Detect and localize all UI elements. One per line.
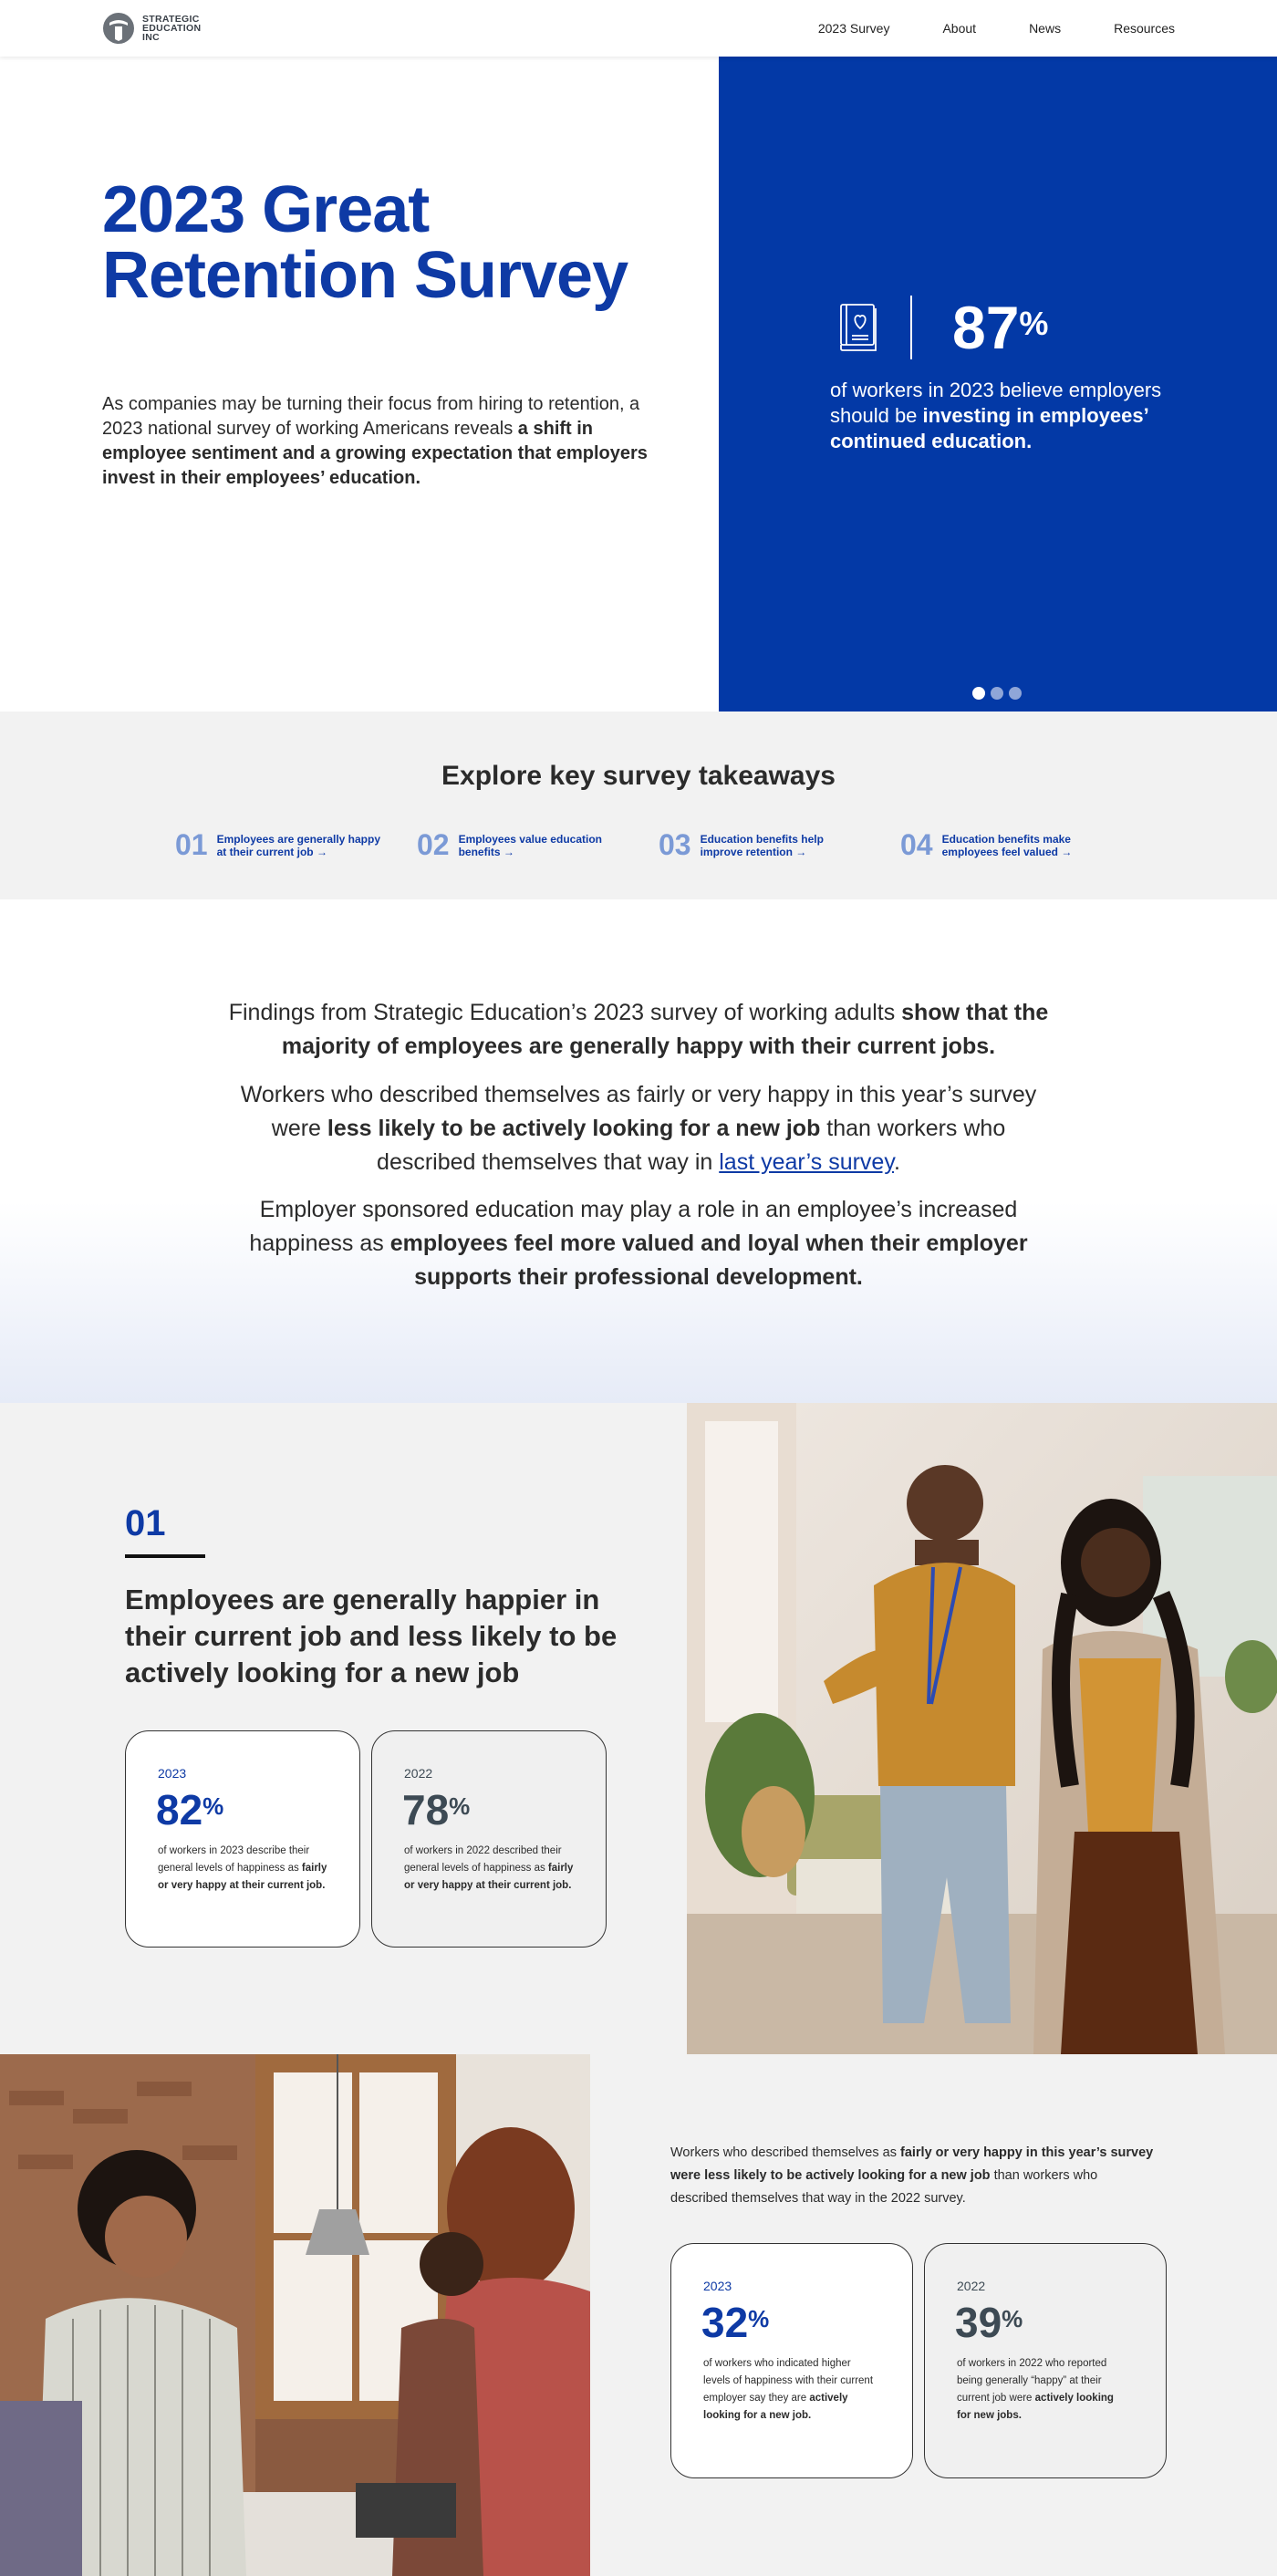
takeaway-number: 02 xyxy=(417,828,450,861)
takeaways-title: Explore key survey takeaways xyxy=(441,761,836,791)
section-text-plain: than workers who described themselves that way in the 2022 survey. xyxy=(670,2168,1098,2206)
finding-text: . xyxy=(893,1149,900,1175)
finding-paragraph-1 xyxy=(228,996,1049,1064)
takeaways-list xyxy=(175,828,1142,862)
section-underline xyxy=(125,1554,205,1558)
takeaway-link-04[interactable] xyxy=(900,828,1142,862)
stat-unit: % xyxy=(1019,305,1049,342)
card-year: 2022 xyxy=(957,2279,986,2293)
card-text: of workers in 2023 describe their general levels of happiness as xyxy=(158,1845,310,1874)
card-percentage xyxy=(402,1786,470,1833)
section-text xyxy=(670,2142,1154,2210)
takeaway-label: Employees are generally happy at their current job → xyxy=(216,832,381,858)
logo-mark-icon xyxy=(102,12,135,45)
book-heart-icon xyxy=(837,303,879,352)
carousel-dot-1[interactable] xyxy=(972,687,985,700)
takeaway-label: Education benefits help improve retention → xyxy=(700,832,824,858)
card-unit: % xyxy=(449,1792,471,1820)
card-bold: actively looking for new jobs. xyxy=(957,2393,1114,2421)
hero-description-bold: a shift in employee sentiment and a growing expectation that employers invest in their employees’ education. xyxy=(102,419,648,488)
section-01-continued xyxy=(590,2054,1277,2576)
stat-description-bold: investing in employees’ continued education. xyxy=(830,404,1148,452)
top-navigation xyxy=(0,0,1277,57)
logo-line: STRATEGIC xyxy=(142,14,200,25)
nav-link-news[interactable]: News xyxy=(1029,21,1062,36)
logo-line: EDUCATION xyxy=(142,23,202,34)
card-value: 78 xyxy=(402,1786,450,1833)
card-text: of workers who indicated higher levels of happiness with their current employer say they are xyxy=(703,2358,874,2404)
takeaways-section xyxy=(0,712,1277,899)
stat-value: 87 xyxy=(952,294,1020,361)
card-unit: % xyxy=(1002,2305,1023,2332)
hero-intro xyxy=(0,57,719,712)
takeaway-number: 01 xyxy=(175,828,208,861)
takeaway-number: 04 xyxy=(900,828,933,861)
carousel-dot-2[interactable] xyxy=(991,687,1003,700)
card-year: 2023 xyxy=(703,2279,732,2293)
photo-team-meeting xyxy=(0,2054,590,2576)
logo-line: INC xyxy=(142,32,160,43)
stat-description xyxy=(830,378,1195,454)
finding-paragraph-3 xyxy=(228,1193,1049,1294)
stat-divider xyxy=(910,296,912,359)
stat-row xyxy=(837,296,1048,359)
card-year: 2022 xyxy=(404,1766,433,1781)
nav-link-resources[interactable]: Resources xyxy=(1114,21,1175,36)
stat-description-text: of workers in 2023 believe employers should be xyxy=(830,379,1162,427)
last-year-survey-link[interactable]: last year’s survey xyxy=(719,1149,894,1175)
company-logo[interactable] xyxy=(102,12,201,45)
finding-text: Findings from Strategic Education’s 2023 survey of working adults xyxy=(228,1000,902,1025)
takeaway-link-02[interactable] xyxy=(417,828,659,862)
card-value: 39 xyxy=(955,2299,1002,2346)
hero-description-text: As companies may be turning their focus from hiring to retention, a 2023 national survey of working Americans reveals xyxy=(102,394,640,439)
card-percentage xyxy=(955,2299,1023,2346)
finding-paragraph-2 xyxy=(228,1078,1049,1179)
takeaway-label: Education benefits make employees feel valued → xyxy=(941,832,1073,858)
photo-happy-colleagues xyxy=(687,1403,1277,2054)
card-text: of workers in 2022 described their general levels of happiness as xyxy=(404,1845,562,1874)
section-text-plain: Workers who described themselves as xyxy=(670,2145,900,2160)
carousel-dot-3[interactable] xyxy=(1009,687,1022,700)
stat-card-2022 xyxy=(371,1730,607,1948)
logo-text xyxy=(142,15,201,42)
card-description xyxy=(957,2355,1130,2425)
carousel-dots xyxy=(972,687,1027,700)
photo-happy-colleagues-image xyxy=(687,1403,1277,2054)
finding-text: Workers who described themselves as fairly or very happy in this year’s survey were xyxy=(240,1082,1037,1141)
section-title: Employees are generally happier in their current job and less likely to be actively looking for a new job xyxy=(125,1584,618,1688)
card-bold: fairly or very happy at their current job. xyxy=(404,1863,574,1891)
stat-card-2022-job-search xyxy=(924,2243,1167,2478)
finding-text: than workers who described themselves that way in xyxy=(377,1116,1006,1175)
card-bold: actively looking for a new job. xyxy=(703,2393,848,2421)
section-number: 01 xyxy=(125,1503,166,1543)
card-percentage xyxy=(701,2299,769,2346)
finding-bold: less likely to be actively looking for a new job xyxy=(327,1116,821,1141)
page-title xyxy=(102,173,686,312)
takeaway-link-01[interactable] xyxy=(175,828,417,862)
nav-link-about[interactable]: About xyxy=(942,21,977,36)
takeaway-link-03[interactable] xyxy=(659,828,900,862)
takeaway-label: Employees value education benefits → xyxy=(458,832,602,858)
hero-description xyxy=(102,392,668,491)
stat-card-2023-job-search xyxy=(670,2243,913,2478)
card-description xyxy=(404,1843,577,1895)
section-text-bold: fairly or very happy in this year’s survey were less likely to be actively looking for a new job xyxy=(670,2145,1154,2183)
card-bold: fairly or very happy at their current job. xyxy=(158,1863,327,1891)
card-percentage xyxy=(156,1786,223,1833)
card-year: 2023 xyxy=(158,1766,187,1781)
stat-card-2023 xyxy=(125,1730,360,1948)
card-text: of workers in 2022 who reported being generally “happy” at their current job were xyxy=(957,2358,1107,2404)
card-value: 32 xyxy=(701,2299,749,2346)
page-title-line: Retention Survey xyxy=(102,239,628,312)
card-value: 82 xyxy=(156,1786,203,1833)
finding-bold: show that the majority of employees are generally happy with their current jobs. xyxy=(281,1000,1049,1059)
card-description xyxy=(703,2355,877,2425)
takeaway-number: 03 xyxy=(659,828,691,861)
finding-bold: employees feel more valued and loyal when their employer supports their professional development. xyxy=(389,1231,1028,1290)
nav-link-2023-survey[interactable]: 2023 Survey xyxy=(817,21,890,36)
card-unit: % xyxy=(748,2305,770,2332)
card-description xyxy=(158,1843,331,1895)
stat-percentage xyxy=(952,294,1049,361)
photo-team-meeting-image xyxy=(0,2054,590,2576)
hero-stat-carousel xyxy=(719,57,1277,712)
nav-links xyxy=(765,0,1175,57)
finding-text: Employer sponsored education may play a role in an employee’s increased happiness as xyxy=(249,1197,1018,1256)
card-unit: % xyxy=(202,1792,224,1820)
findings-section xyxy=(0,899,1277,1403)
page-title-line: 2023 Great xyxy=(102,173,430,246)
